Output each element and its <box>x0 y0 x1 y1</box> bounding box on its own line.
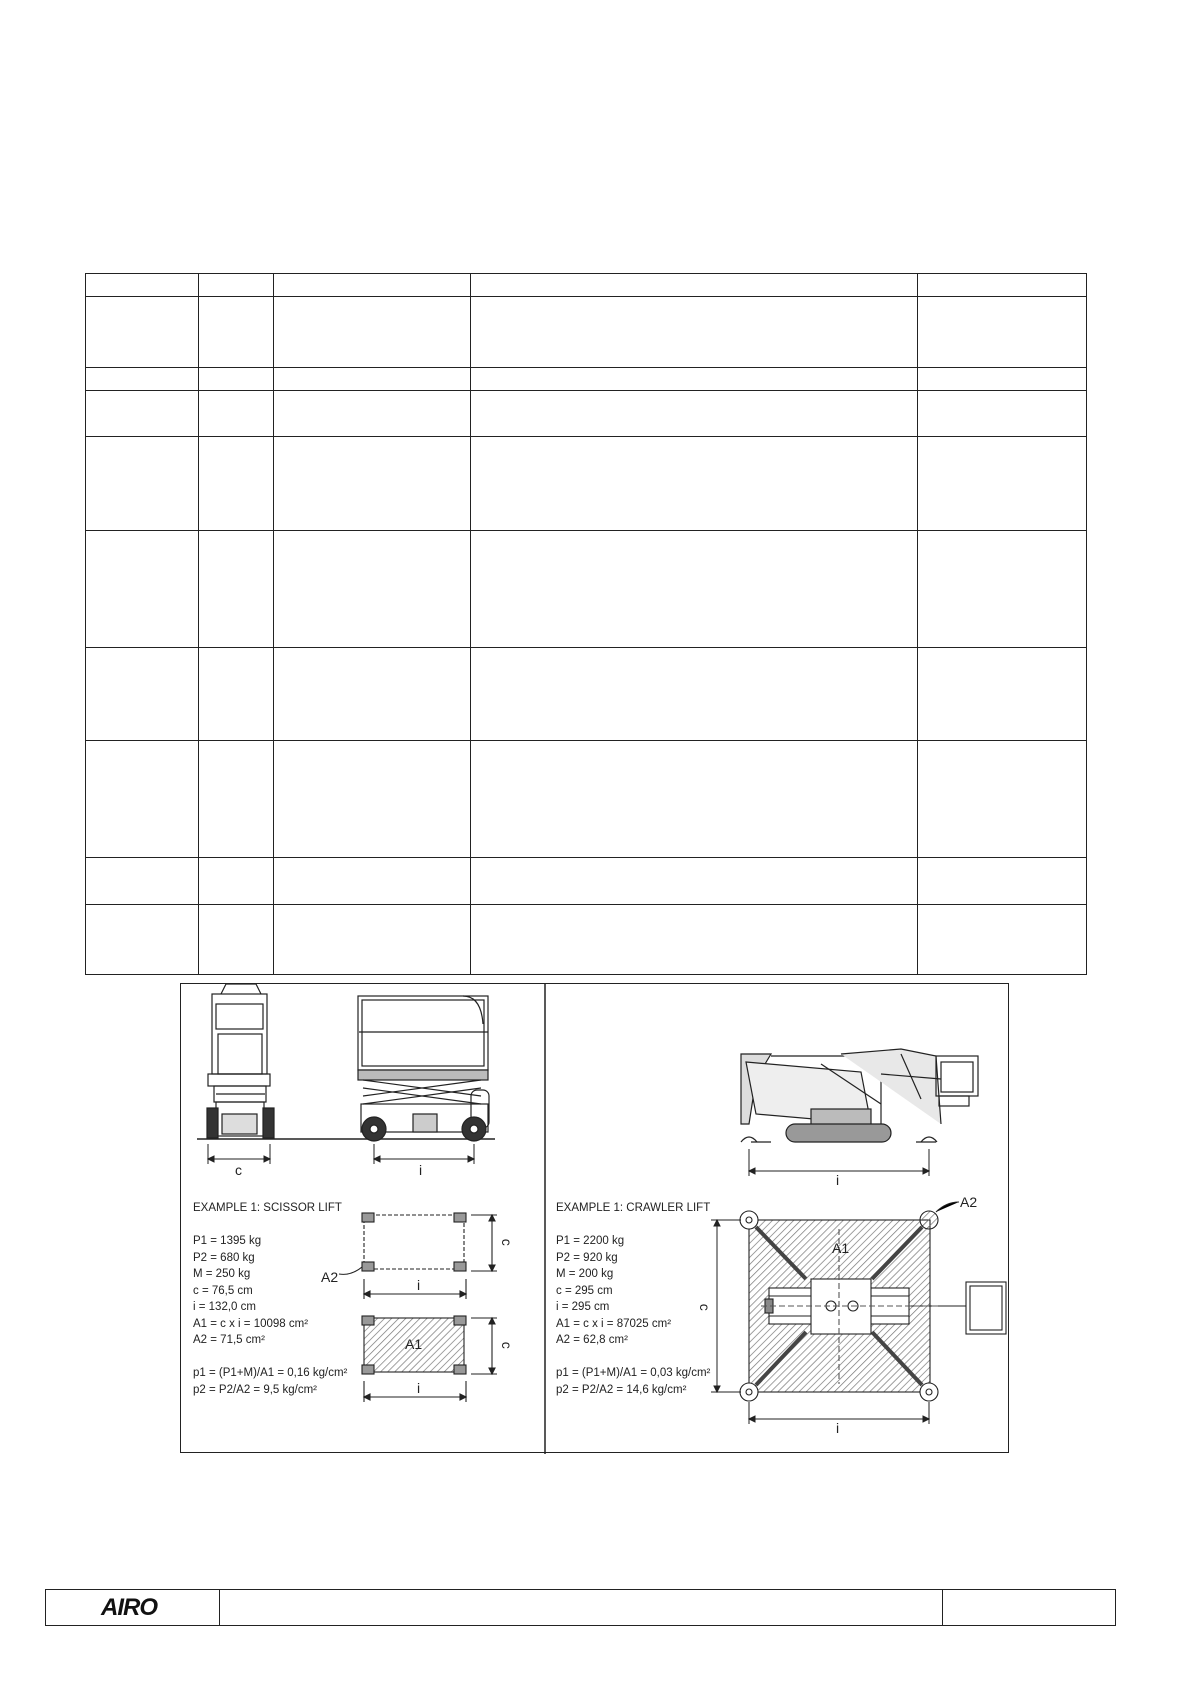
label-a1: A1 <box>832 1240 850 1256</box>
footer-logo-cell <box>46 1590 220 1625</box>
ground-pressure-figure <box>180 983 1009 1453</box>
dim-c-label: c <box>235 1162 242 1178</box>
scissor-line: P2 = 680 kg <box>193 1251 255 1264</box>
table-row <box>86 648 1087 741</box>
scissor-line: A1 = c x i = 10098 cm² <box>193 1317 309 1330</box>
dim-i-label: i <box>836 1420 840 1436</box>
scissor-example-text <box>193 1200 347 1398</box>
dim-c-crawler <box>711 1220 741 1392</box>
dim-c-front <box>208 1144 270 1164</box>
label-a2: A2 <box>321 1269 339 1285</box>
crawler-line: i = 295 cm <box>556 1301 610 1313</box>
dim-i-label: i <box>417 1380 421 1396</box>
crawler-side-view <box>741 1049 978 1142</box>
table-row <box>86 368 1087 391</box>
label-a1: A1 <box>405 1336 423 1352</box>
crawler-line: M = 200 kg <box>556 1268 614 1280</box>
scissor-line: M = 250 kg <box>193 1268 251 1280</box>
table-row <box>86 274 1087 297</box>
crawler-plan <box>740 1202 1006 1401</box>
dim-c-label: c <box>498 1238 515 1246</box>
dim-i-label: i <box>417 1277 421 1293</box>
dim-c-label: c <box>696 1303 713 1311</box>
scissor-plan-a1 <box>362 1316 497 1402</box>
table-row <box>86 905 1087 975</box>
crawler-line: c = 295 cm <box>556 1284 613 1297</box>
data-table <box>85 273 1087 975</box>
scissor-title: EXAMPLE 1: SCISSOR LIFT <box>193 1202 342 1214</box>
table-row <box>86 437 1087 531</box>
page-footer <box>45 1589 1116 1626</box>
scissor-line: A2 = 71,5 cm² <box>193 1334 265 1346</box>
table-row <box>86 391 1087 437</box>
scissor-line: P1 = 1395 kg <box>193 1235 262 1247</box>
scissor-line: i = 132,0 cm <box>193 1301 256 1313</box>
crawler-line: A1 = c x i = 87025 cm² <box>556 1317 672 1330</box>
crawler-line: P1 = 2200 kg <box>556 1235 625 1247</box>
crawler-result: p1 = (P1+M)/A1 = 0,03 kg/cm² <box>556 1367 711 1379</box>
scissor-line: c = 76,5 cm <box>193 1284 253 1297</box>
dim-c-label: c <box>498 1341 515 1349</box>
footer-page-cell <box>942 1590 1115 1625</box>
crawler-line: A2 = 62,8 cm² <box>556 1334 628 1346</box>
crawler-result: p2 = P2/A2 = 14,6 kg/cm² <box>556 1383 687 1396</box>
scissor-result: p2 = P2/A2 = 9,5 kg/cm² <box>193 1383 318 1396</box>
crawler-title: EXAMPLE 1: CRAWLER LIFT <box>556 1202 711 1214</box>
airo-logo: AIRO <box>101 1594 157 1621</box>
scissor-front-view <box>207 984 274 1138</box>
table-row <box>86 858 1087 905</box>
label-a2: A2 <box>960 1194 978 1210</box>
table-row <box>86 297 1087 368</box>
crawler-example-text <box>556 1200 710 1398</box>
crawler-line: P2 = 920 kg <box>556 1251 618 1264</box>
scissor-side-view <box>358 996 489 1141</box>
table-row <box>86 741 1087 858</box>
dim-i-label: i <box>836 1172 840 1188</box>
dim-i-side <box>374 1144 474 1164</box>
table-row <box>86 531 1087 648</box>
dim-i-label: i <box>419 1162 423 1178</box>
scissor-result: p1 = (P1+M)/A1 = 0,16 kg/cm² <box>193 1367 348 1379</box>
